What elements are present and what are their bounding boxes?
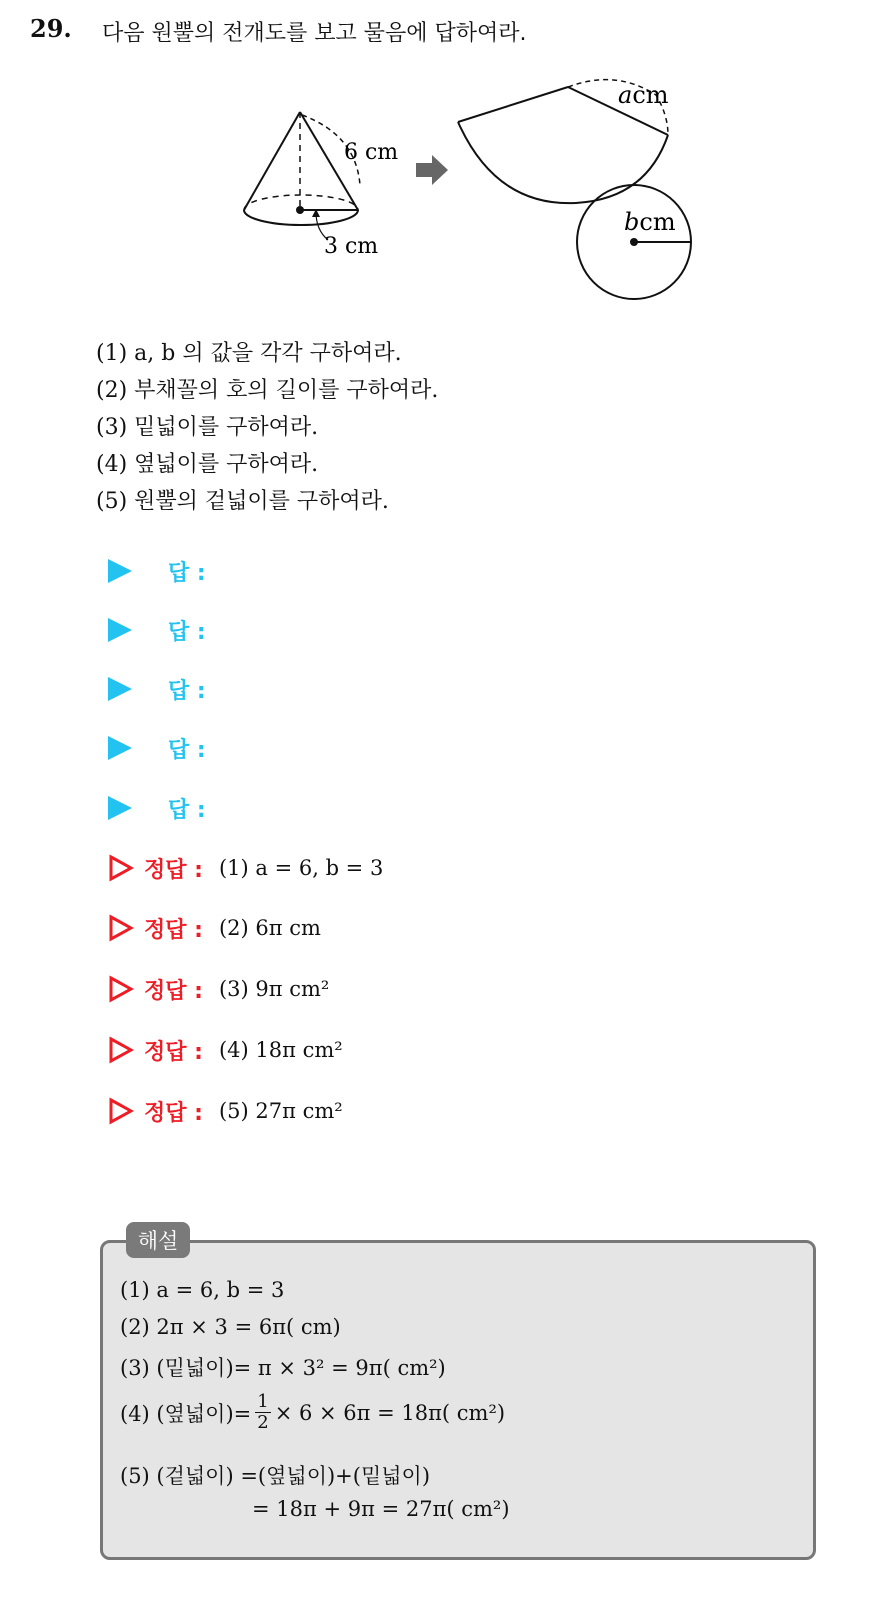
solution-line-5: (5) (겉넓이) =(옆넓이)+(밑넓이) — [120, 1464, 431, 1488]
answer-label: 답 : — [168, 560, 206, 586]
outline-triangle-icon — [108, 914, 134, 942]
correct-answer-value: (5) 27π cm² — [218, 1099, 343, 1123]
solution-line-4 — [120, 1392, 505, 1433]
subquestion-3: (3) 밑넓이를 구하여라. — [96, 415, 319, 440]
play-icon — [108, 677, 132, 701]
subquestion-2: (2) 부채꼴의 호의 길이를 구하여라. — [96, 378, 439, 403]
answer-row[interactable] — [108, 615, 206, 645]
solution-line-2: (2) 2π × 3 = 6π( cm) — [120, 1315, 341, 1339]
correct-label: 정답 : — [144, 978, 203, 1004]
play-icon — [108, 796, 132, 820]
correct-answer-value: (1) a = 6, b = 3 — [218, 856, 384, 880]
answer-row[interactable] — [108, 674, 206, 704]
play-icon — [108, 618, 132, 642]
solution-tag: 해설 — [126, 1222, 190, 1258]
solution-line-6: = 18π + 9π = 27π( cm²) — [252, 1497, 510, 1521]
subquestion-4: (4) 옆넓이를 구하여라. — [96, 452, 319, 477]
correct-answer-row — [108, 851, 383, 885]
outline-triangle-icon — [108, 1036, 134, 1064]
correct-label: 정답 : — [144, 1100, 203, 1126]
arrow-icon — [416, 155, 448, 185]
question-number: 29. — [30, 14, 72, 43]
answer-label: 답 : — [168, 678, 206, 704]
correct-answer-value: (3) 9π cm² — [218, 977, 330, 1001]
correct-answer-row — [108, 911, 321, 945]
fraction-denominator: 2 — [257, 1412, 269, 1433]
outline-triangle-icon — [108, 975, 134, 1003]
outline-triangle-icon — [108, 1097, 134, 1125]
answer-label: 답 : — [168, 797, 206, 823]
correct-answer-row — [108, 1094, 343, 1128]
play-icon — [108, 559, 132, 583]
correct-answer-row — [108, 1033, 343, 1067]
slant-label: 6 cm — [344, 140, 399, 165]
base-circle-diagram — [577, 185, 691, 299]
answer-row[interactable] — [108, 556, 206, 586]
answer-label: 답 : — [168, 619, 206, 645]
answer-row[interactable] — [108, 733, 206, 763]
circle-label: bcm — [624, 208, 676, 236]
cone-net-figure — [236, 75, 706, 310]
solution-line-3: (3) (밑넓이)= π × 3² = 9π( cm²) — [120, 1356, 446, 1380]
correct-answer-value: (2) 6π cm — [218, 916, 321, 940]
play-icon — [108, 736, 132, 760]
solution-line-4-prefix: (4) (옆넓이)= — [120, 1401, 252, 1426]
correct-answer-row — [108, 972, 329, 1006]
subquestion-1: (1) a, b 의 값을 각각 구하여라. — [96, 341, 402, 366]
correct-label: 정답 : — [144, 1039, 203, 1065]
correct-label: 정답 : — [144, 857, 203, 883]
solution-line-1: (1) a = 6, b = 3 — [120, 1278, 285, 1302]
correct-label: 정답 : — [144, 917, 203, 943]
outline-triangle-icon — [108, 854, 134, 882]
subquestion-5: (5) 원뿔의 겉넓이를 구하여라. — [96, 489, 389, 514]
answer-row[interactable] — [108, 793, 206, 823]
solution-line-4-rest: × 6 × 6π = 18π( cm²) — [274, 1400, 506, 1425]
radius-label: 3 cm — [324, 234, 379, 259]
fraction — [255, 1392, 270, 1433]
correct-answer-value: (4) 18π cm² — [218, 1038, 343, 1062]
fraction-numerator: 1 — [257, 1391, 269, 1412]
question-text: 다음 원뿔의 전개도를 보고 물음에 답하여라. — [102, 21, 527, 46]
arc-label: acm — [618, 81, 669, 109]
answer-label: 답 : — [168, 737, 206, 763]
cone-diagram — [244, 112, 360, 240]
